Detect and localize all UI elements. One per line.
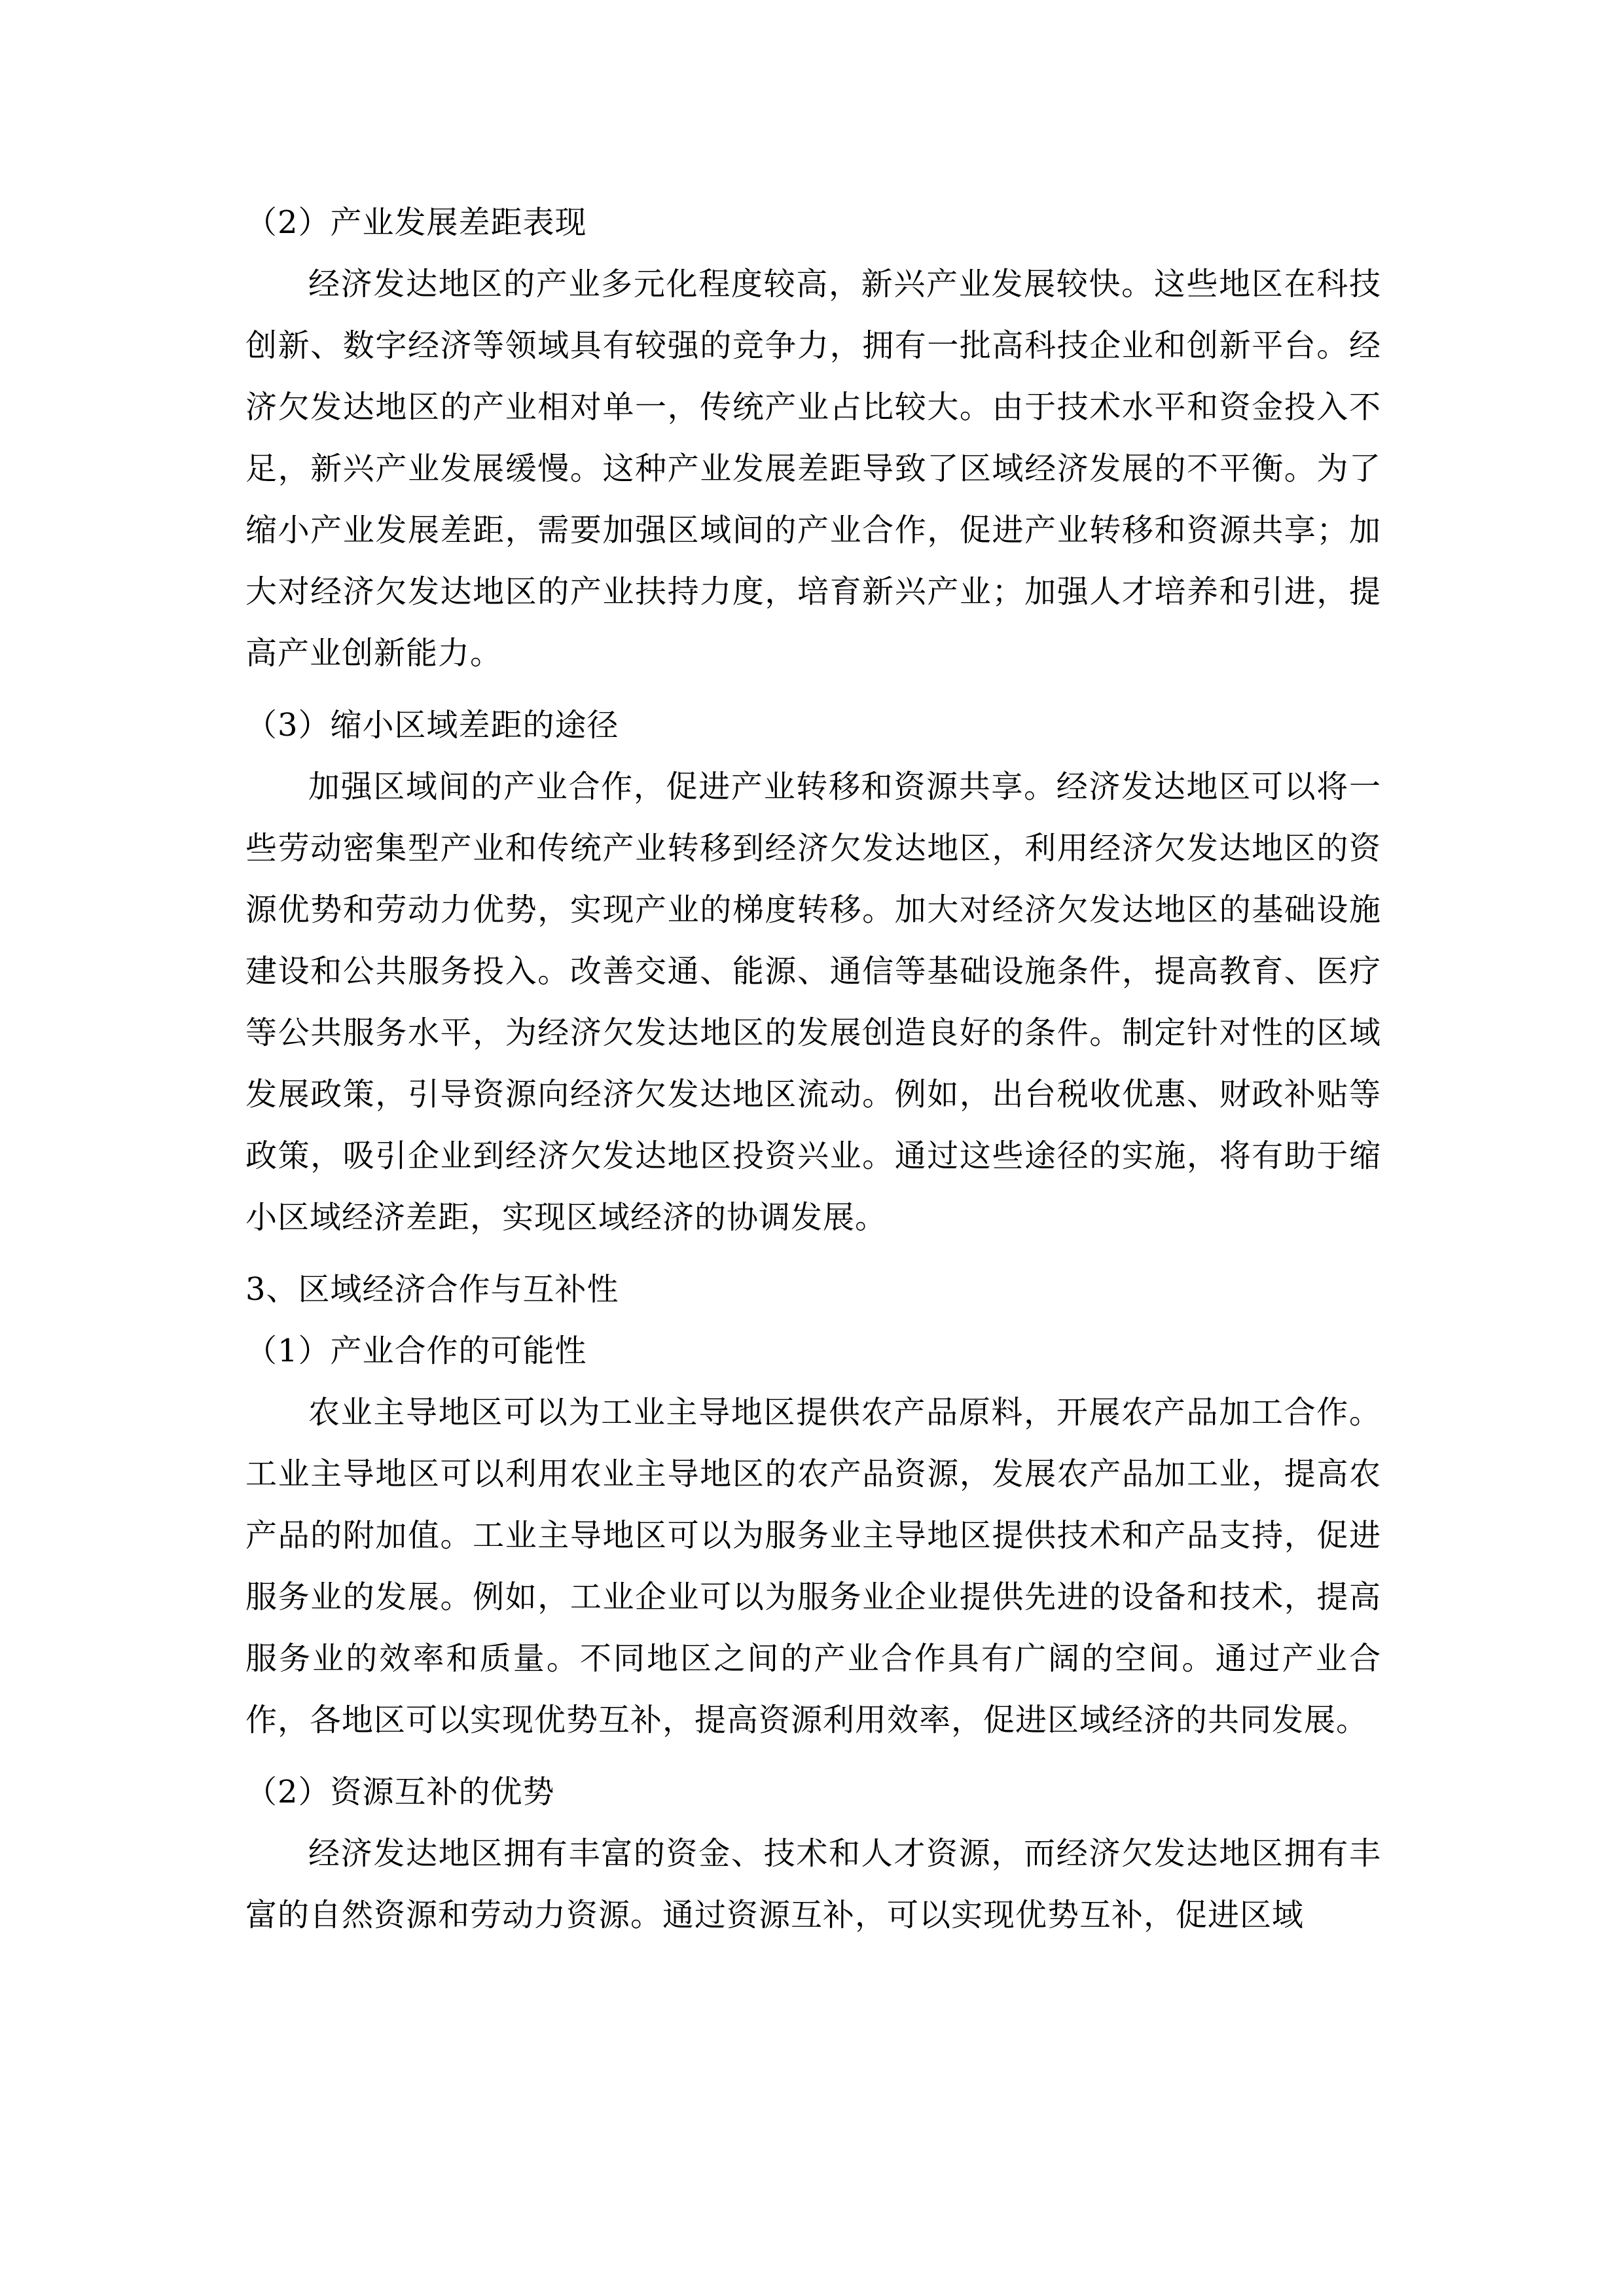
section-heading-resource-complementarity: （2）资源互补的优势 xyxy=(245,1774,555,1810)
paragraph-narrowing-gap: 加强区域间的产业合作，促进产业转移和资源共享。经济发达地区可以将一些劳动密集型产业和传统产业转移到经济欠发达地区，利用经济欠发达地区的资源优势和劳动力优势，实现产业的梯度转移。加大对经济欠发达地区的基础设施建设和公共服务投入。改善交通、能源、通信等基础设施条件，提高教育、医疗等公共服务水平，为经济欠发达地区的发展创造良好的条件。制定针对性的区域发展政策，引导资源向经济欠发达地区流动。例如，出台税收优惠、财政补贴等政策，吸引企业到经济欠发达地区投资兴业。通过这些途径的实施，将有助于缩小区域经济差距，实现区域经济的协调发展。 xyxy=(245,768,1381,1236)
document-body xyxy=(245,192,1381,1946)
paragraph-resource-complementarity: 经济发达地区拥有丰富的资金、技术和人才资源，而经济欠发达地区拥有丰富的自然资源和劳动力资源。通过资源互补，可以实现优势互补，促进区域 xyxy=(245,1835,1381,1933)
paragraph-industry-gap: 经济发达地区的产业多元化程度较高，新兴产业发展较快。这些地区在科技创新、数字经济等领域具有较强的竞争力，拥有一批高科技企业和创新平台。经济欠发达地区的产业相对单一，传统产业占比较大。由于技术水平和资金投入不足，新兴产业发展缓慢。这种产业发展差距导致了区域经济发展的不平衡。为了缩小产业发展差距，需要加强区域间的产业合作，促进产业转移和资源共享；加大对经济欠发达地区的产业扶持力度，培育新兴产业；加强人才培养和引进，提高产业创新能力。 xyxy=(245,266,1381,672)
chapter-heading-regional-cooperation: 3、区域经济合作与互补性 xyxy=(245,1271,619,1308)
section-heading-narrowing-gap: （3）缩小区域差距的途径 xyxy=(245,707,619,744)
section-heading-industry-gap: （2）产业发展差距表现 xyxy=(245,204,587,241)
paragraph-industry-cooperation: 农业主导地区可以为工业主导地区提供农产品原料，开展农产品加工合作。工业主导地区可以利用农业主导地区的农产品资源，发展农产品加工业，提高农产品的附加值。工业主导地区可以为服务业主导地区提供技术和产品支持，促进服务业的发展。例如，工业企业可以为服务业企业提供先进的设备和技术，提高服务业的效率和质量。不同地区之间的产业合作具有广阔的空间。通过产业合作，各地区可以实现优势互补，提高资源利用效率，促进区域经济的共同发展。 xyxy=(245,1394,1381,1738)
section-heading-industry-cooperation: （1）产业合作的可能性 xyxy=(245,1333,587,1369)
